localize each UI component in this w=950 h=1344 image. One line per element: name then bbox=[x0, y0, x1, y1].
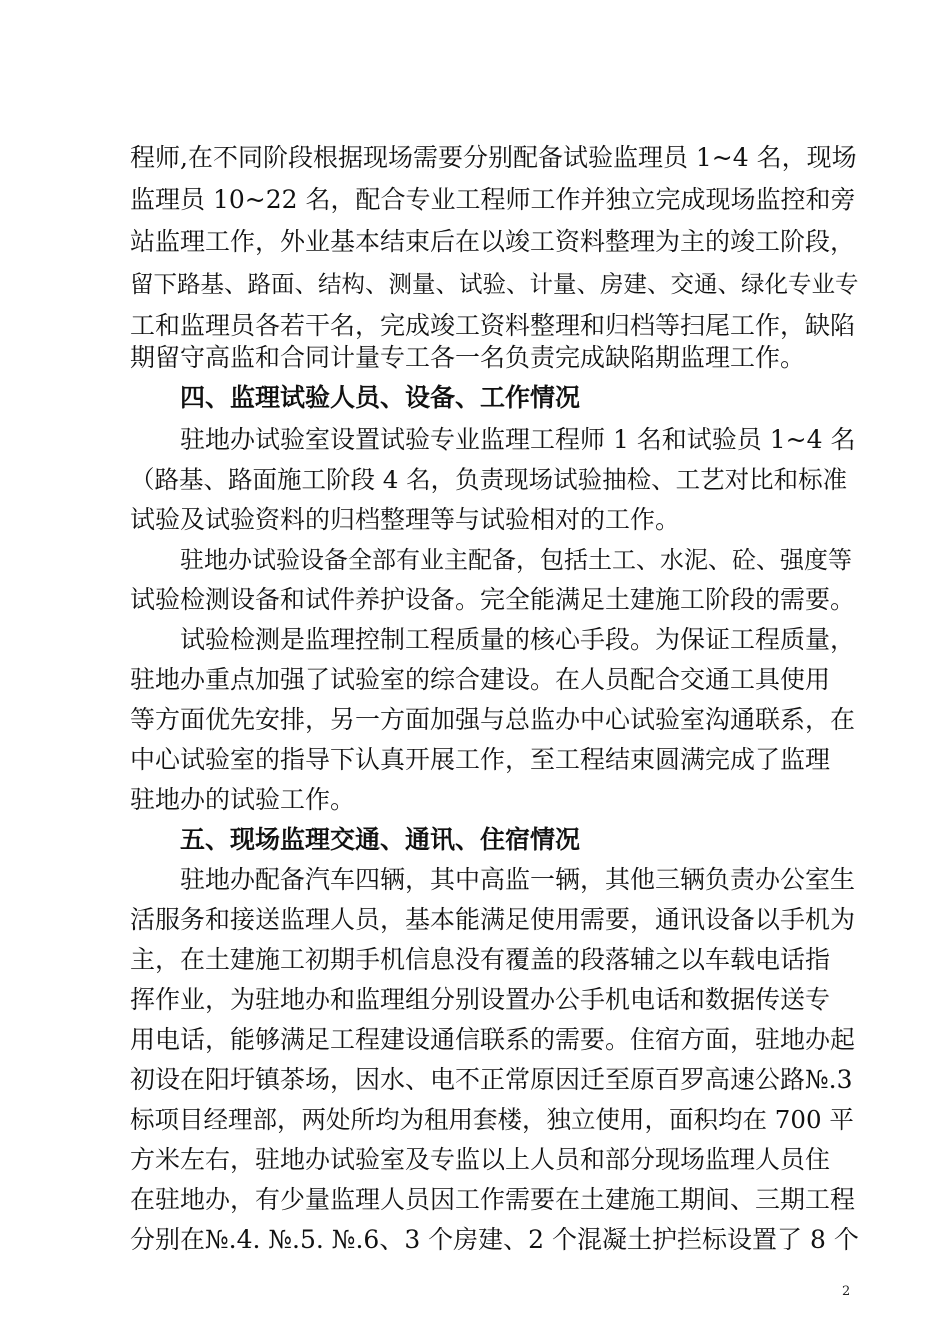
body-text-line: 分别在№.4. №.5. №.6、3 个房建、2 个混凝土护拦标设置了 8 个 bbox=[130, 1225, 859, 1254]
body-text-line: 初设在阳圩镇茶场，因水、电不正常原因迁至原百罗高速公路№.3 bbox=[130, 1065, 853, 1094]
body-text-line: 站监理工作，外业基本结束后在以竣工资料整理为主的竣工阶段， bbox=[130, 227, 856, 256]
body-text-line: 驻地办试验室设置试验专业监理工程师 1 名和试验员 1~4 名 bbox=[180, 425, 856, 454]
body-text-line: 中心试验室的指导下认真开展工作，至工程结束圆满完成了监理 bbox=[130, 745, 831, 774]
body-text-line: 试验检测是监理控制工程质量的核心手段。为保证工程质量， bbox=[180, 625, 856, 654]
body-text-line: 工和监理员各若干名，完成竣工资料整理和归档等扫尾工作，缺陷 bbox=[130, 311, 856, 340]
body-text-line: 期留守高监和合同计量专工各一名负责完成缺陷期监理工作。 bbox=[130, 343, 806, 372]
section-heading: 四、监理试验人员、设备、工作情况 bbox=[180, 383, 581, 412]
body-text-line: 在驻地办，有少量监理人员因工作需要在土建施工期间、三期工程 bbox=[130, 1185, 856, 1214]
body-text-line: 驻地办配备汽车四辆，其中高监一辆，其他三辆负责办公室生 bbox=[180, 865, 856, 894]
body-text-line: 用电话，能够满足工程建设通信联系的需要。住宿方面，驻地办起 bbox=[130, 1025, 856, 1054]
page-number: 2 bbox=[842, 1284, 851, 1299]
body-text-line: 试验检测设备和试件养护设备。完全能满足土建施工阶段的需要。 bbox=[130, 585, 856, 614]
body-text-line: 驻地办试验设备全部有业主配备，包括土工、水泥、砼、强度等 bbox=[180, 546, 852, 574]
body-text-line: 监理员 10~22 名，配合专业工程师工作并独立完成现场监控和旁 bbox=[130, 185, 856, 214]
body-text-line: 试验及试验资料的归档整理等与试验相对的工作。 bbox=[130, 505, 681, 534]
body-text-line: 程师,在不同阶段根据现场需要分别配备试验监理员 1~4 名，现场 bbox=[130, 143, 857, 172]
body-text-line: 标项目经理部，两处所均为租用套楼，独立使用，面积均在 700 平 bbox=[130, 1105, 854, 1134]
body-text-line: 驻地办重点加强了试验室的综合建设。在人员配合交通工具使用 bbox=[130, 665, 831, 694]
body-text-line: 等方面优先安排，另一方面加强与总监办中心试验室沟通联系，在 bbox=[130, 705, 856, 734]
body-text-line: 挥作业，为驻地办和监理组分别设置办公手机电话和数据传送专 bbox=[130, 985, 831, 1014]
body-text-line: 活服务和接送监理人员，基本能满足使用需要，通讯设备以手机为 bbox=[130, 905, 856, 934]
body-text-line: （路基、路面施工阶段 4 名，负责现场试验抽检、工艺对比和标准 bbox=[130, 465, 848, 494]
body-text-line: 方米左右，驻地办试验室及专监以上人员和部分现场监理人员住 bbox=[130, 1145, 831, 1174]
body-text-line: 驻地办的试验工作。 bbox=[130, 785, 356, 814]
body-text-line: 留下路基、路面、结构、测量、试验、计量、房建、交通、绿化专业专 bbox=[130, 270, 859, 298]
body-text-line: 主，在土建施工初期手机信息没有覆盖的段落辅之以车载电话指 bbox=[130, 945, 831, 974]
section-heading: 五、现场监理交通、通讯、住宿情况 bbox=[180, 825, 581, 854]
